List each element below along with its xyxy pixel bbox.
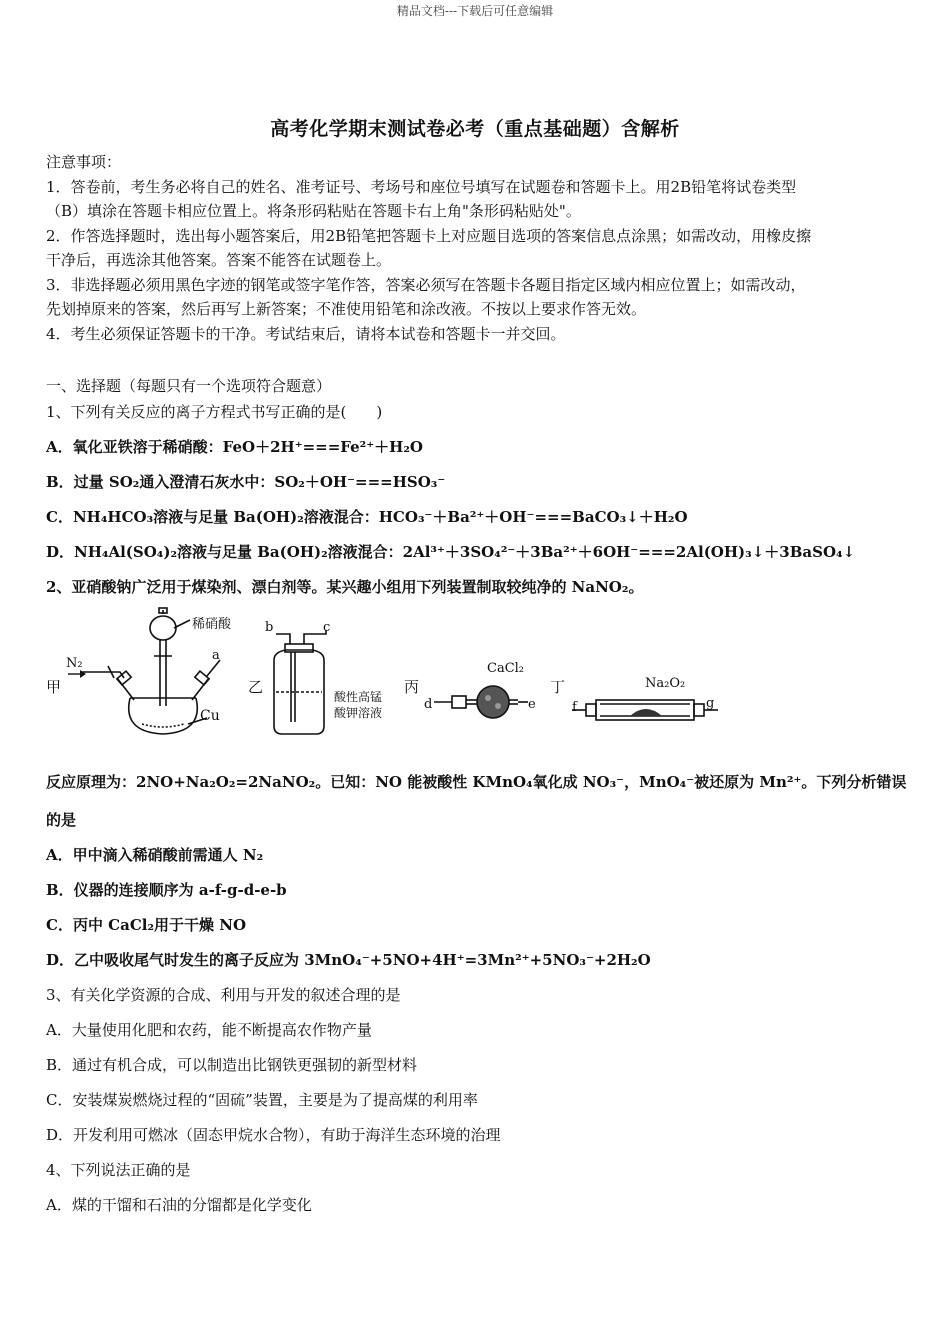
apparatus-ding-figure	[570, 690, 720, 730]
q1-option-d: D．NH₄Al(SO₄)₂溶液与足量 Ba(OH)₂溶液混合：2Al³⁺＋3SO₄²⁻＋3Ba²⁺＋6OH⁻===2Al(OH)₃↓＋3BaSO₄↓	[46, 543, 856, 561]
notice-line: 先划掉原来的答案，然后再写上新答案；不准使用铅笔和涂改液。不按以上要求作答无效。	[46, 300, 647, 318]
q2-option-c: C．丙中 CaCl₂用于干燥 NO	[46, 916, 247, 934]
na2o2-label: Na₂O₂	[645, 676, 686, 691]
apparatus-bing-figure	[430, 680, 530, 730]
q3-stem: 3、有关化学资源的合成、利用与开发的叙述合理的是	[46, 986, 401, 1004]
cacl2-label: CaCl₂	[487, 661, 525, 676]
q1-option-a: A．氧化亚铁溶于稀硝酸：FeO＋2H⁺===Fe²⁺＋H₂O	[46, 438, 423, 456]
section-heading: 一、选择题（每题只有一个选项符合题意）	[46, 377, 332, 395]
cu-label: Cu	[200, 708, 220, 724]
dilute-nitric-label: 稀硝酸	[192, 617, 232, 632]
q2-principle: 反应原理为：2NO+Na₂O₂=2NaNO₂。已知：NO 能被酸性 KMnO₄氧化成 NO₃⁻，MnO₄⁻被还原为 Mn²⁺。下列分析错误	[46, 773, 907, 791]
apparatus-yi-figure	[262, 630, 332, 738]
q1-stem: 1、下列有关反应的离子方程式书写正确的是( )	[46, 403, 383, 421]
q3-option-b: B．通过有机合成，可以制造出比钢铁更强韧的新型材料	[46, 1056, 418, 1074]
notice-line: 3．非选择题必须用黑色字迹的钢笔或签字笔作答，答案必须写在答题卡各题目指定区域内相应位置上；如需改动，	[46, 275, 806, 294]
notice-line: 1．答卷前，考生务必将自己的姓名、准考证号、考场号和座位号填写在试题卷和答题卡上。用2B铅笔将试卷类型	[46, 177, 797, 196]
notice-line: 4．考生必须保证答题卡的干净。考试结束后，请将本试卷和答题卡一并交回。	[46, 324, 566, 343]
kmno4-label-1: 酸性高锰	[334, 690, 383, 704]
kmno4-label-2: 酸钾溶液	[334, 706, 383, 720]
notice-line: （B）填涂在答题卡相应位置上。将条形码粘贴在答题卡右上角"条形码粘贴处"。	[46, 202, 581, 220]
port-d-label: d	[424, 697, 433, 712]
q3-option-a: A．大量使用化肥和农药，能不断提高农作物产量	[46, 1021, 372, 1039]
notice-section	[46, 150, 906, 346]
port-g-label: g	[706, 696, 715, 711]
q3-option-c: C．安装煤炭燃烧过程的“固硫”装置，主要是为了提高煤的利用率	[46, 1091, 478, 1109]
port-c-label: c	[323, 620, 331, 635]
q1-option-b: B．过量 SO₂通入澄清石灰水中：SO₂＋OH⁻===HSO₃⁻	[46, 473, 446, 491]
q4-option-a: A．煤的干馏和石油的分馏都是化学变化	[46, 1196, 312, 1214]
q2-principle-cont: 的是	[46, 811, 77, 829]
q2-option-a: A．甲中滴入稀硝酸前需通人 N₂	[46, 846, 264, 864]
port-e-label: e	[528, 697, 536, 712]
page-title: 高考化学期末测试卷必考（重点基础题）含解析	[270, 118, 680, 140]
q3-option-d: D．开发利用可燃冰（固态甲烷水合物），有助于海洋生态环境的治理	[46, 1126, 501, 1144]
port-b-label: b	[265, 620, 274, 635]
header-note: 精品文档---下载后可任意编辑	[396, 4, 554, 18]
q1-option-c: C．NH₄HCO₃溶液与足量 Ba(OH)₂溶液混合：HCO₃⁻＋Ba²⁺＋OH⁻===BaCO₃↓＋H₂O	[46, 508, 688, 526]
q4-stem: 4、下列说法正确的是	[46, 1161, 191, 1179]
notice-heading: 注意事项：	[46, 153, 122, 171]
port-a-label: a	[212, 648, 220, 663]
port-f-label: f	[572, 700, 577, 715]
n2-label: N₂	[66, 656, 83, 671]
notice-line: 2．作答选择题时，选出每小题答案后，用2B铅笔把答题卡上对应题目选项的答案信息点涂黑；如需改动，用橡皮擦	[46, 226, 812, 245]
fig-label-bing: 丙	[404, 678, 420, 696]
notice-line: 干净后，再选涂其他答案。答案不能答在试题卷上。	[46, 251, 392, 269]
q2-stem: 2、亚硝酸钠广泛用于煤染剂、漂白剂等。某兴趣小组用下列装置制取较纯净的 NaNO₂。	[46, 578, 644, 596]
fig-label-yi: 乙	[248, 678, 264, 696]
q2-option-d: D．乙中吸收尾气时发生的离子反应为 3MnO₄⁻+5NO+4H⁺=3Mn²⁺+5NO₃⁻+2H₂O	[46, 951, 651, 969]
fig-label-jia: 甲	[46, 678, 62, 696]
q2-option-b: B．仪器的连接顺序为 a-f-g-d-e-b	[46, 881, 287, 899]
fig-label-ding: 丁	[550, 678, 566, 696]
